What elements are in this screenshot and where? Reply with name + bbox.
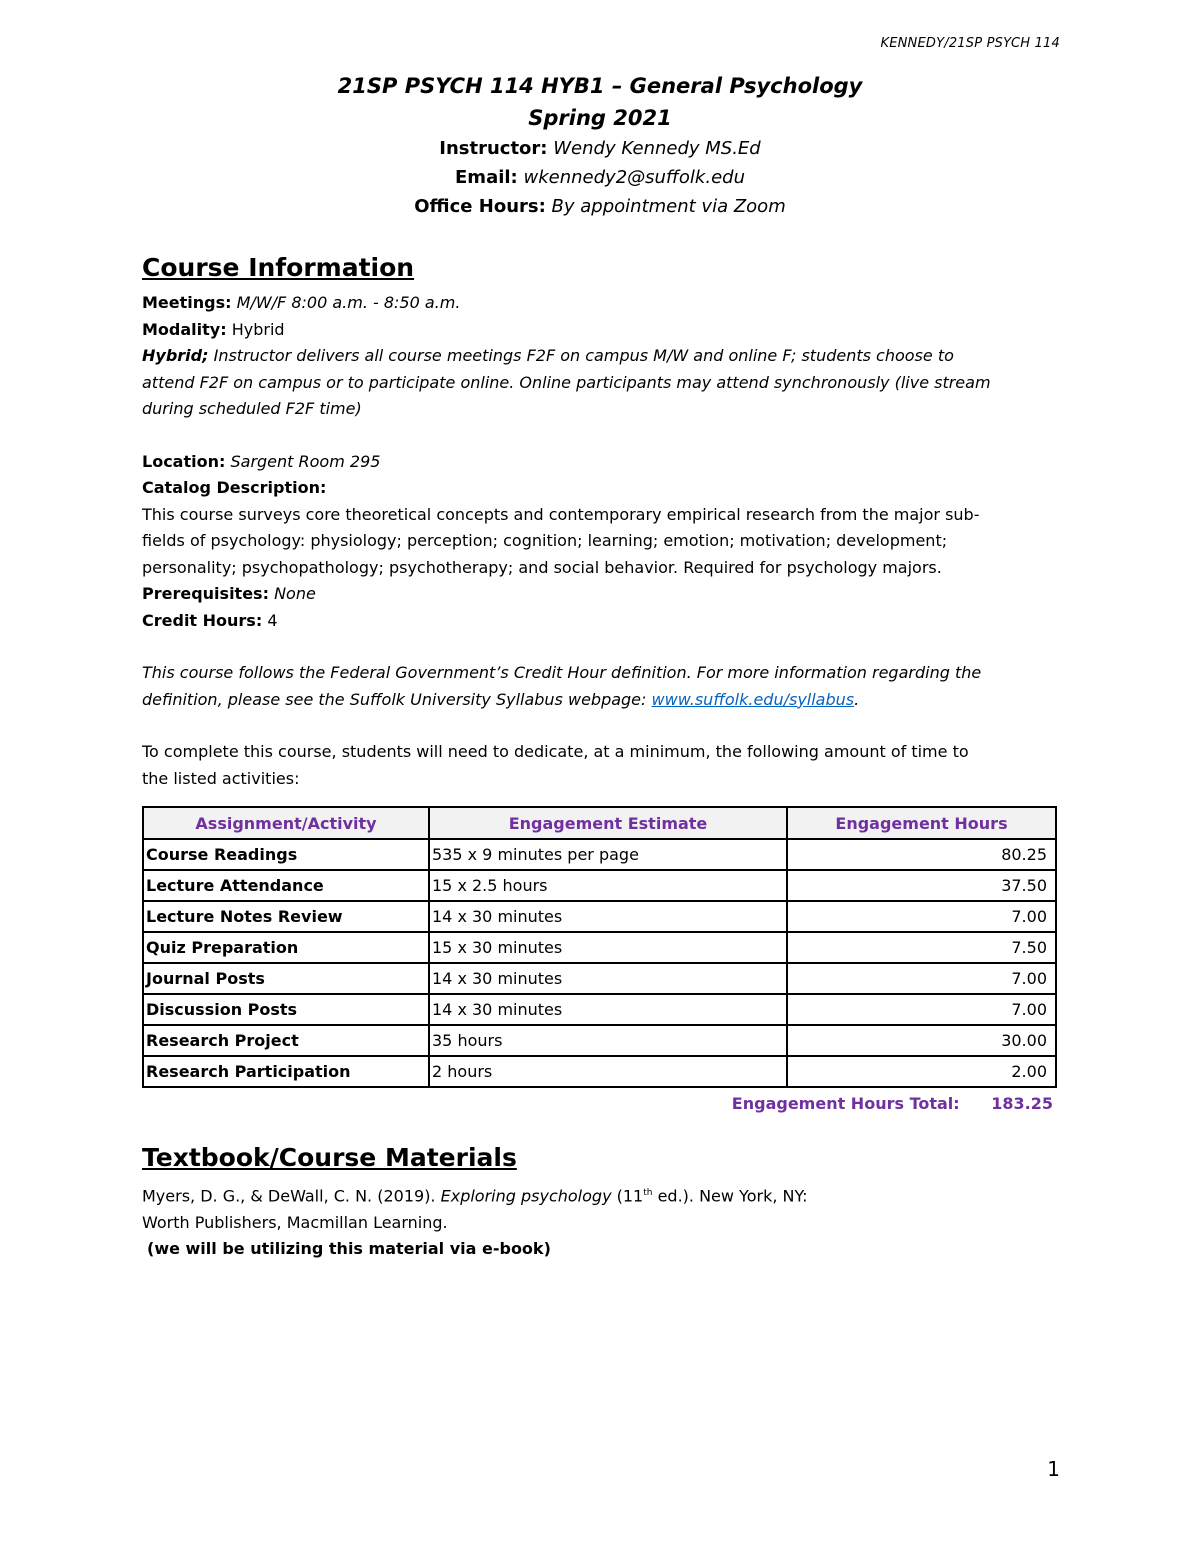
engagement-table [142,806,1057,1088]
hours-cell: 30.00 [787,1025,1056,1056]
citation-line-1 [142,1180,1062,1210]
location-value: Sargent Room 295 [230,451,381,471]
spacer [142,423,1062,449]
table-row [143,1056,1056,1087]
catalog-description-label: Catalog Description: [142,478,327,497]
meetings-label: Meetings: [142,293,232,312]
textbook-heading: Textbook/Course Materials [142,1143,517,1172]
course-information-heading: Course Information [142,253,415,282]
table-header-row [143,807,1056,839]
estimate-cell: 35 hours [429,1025,787,1056]
course-term: Spring 2021 [528,106,672,130]
estimate-cell: 14 x 30 minutes [429,901,787,932]
activity-cell: Discussion Posts [143,994,429,1025]
table-row [143,839,1056,870]
federal-line-2: definition, please see the Suffolk University Syllabus webpage: www.suffolk.edu/syllabus. [142,689,860,709]
complete-line-2: the listed activities: [142,768,300,788]
hybrid-line-2: attend F2F on campus or to participate online. Online participants may attend synchronously (live stream [142,372,991,392]
running-header: KENNEDY/21SP PSYCH 114 [880,36,1060,51]
catalog-line-1: This course surveys core theoretical concepts and contemporary empirical research from the major sub- [142,504,980,524]
activity-cell: Quiz Preparation [143,932,429,963]
email-value: wkennedy2@suffolk.edu [523,167,745,188]
meetings-line [142,290,1062,317]
hours-cell: 7.00 [787,994,1056,1025]
column-header-estimate: Engagement Estimate [429,807,787,839]
complete-line-1: To complete this course, students will need to dedicate, at a minimum, the following amount of time to [142,742,969,761]
prerequisites-line [142,581,1062,608]
modality-value: Hybrid [231,319,285,339]
email-line [0,163,1200,192]
hours-cell: 80.25 [787,839,1056,870]
credit-hours-value: 4 [267,610,278,630]
location-label: Location: [142,451,226,471]
table-row [143,901,1056,932]
estimate-cell: 14 x 30 minutes [429,994,787,1025]
spacer [142,634,1062,660]
ebook-note: (we will be utilizing this material via e-book) [147,1239,551,1259]
activity-cell: Course Readings [143,839,429,870]
activity-cell: Research Project [143,1025,429,1056]
title-block [0,70,1200,221]
citation-edition-sup: th [643,1188,653,1198]
estimate-cell: 14 x 30 minutes [429,963,787,994]
office-hours-line [0,192,1200,221]
estimate-cell: 535 x 9 minutes per page [429,839,787,870]
column-header-activity: Assignment/Activity [143,807,429,839]
table-row [143,963,1056,994]
instructor-value: Wendy Kennedy MS.Ed [553,138,761,159]
course-title: 21SP PSYCH 114 HYB1 – General Psychology [337,74,863,98]
hours-cell: 2.00 [787,1056,1056,1087]
table-row [143,994,1056,1025]
citation-edition-open: (11 [616,1186,644,1206]
activity-cell: Lecture Notes Review [143,901,429,932]
citation-authors: Myers, D. G., & DeWall, C. N. (2019). [142,1186,436,1206]
citation-edition-close: ed.). New York, NY: [657,1186,808,1206]
activity-cell: Research Participation [143,1056,429,1087]
estimate-cell: 2 hours [429,1056,787,1087]
column-header-hours: Engagement Hours [787,807,1056,839]
citation-title: Exploring psychology [440,1186,612,1206]
meetings-value: M/W/F 8:00 a.m. - 8:50 a.m. [236,293,461,312]
total-value: 183.25 [991,1094,1053,1113]
federal-line-2-text: definition, please see the Suffolk University Syllabus webpage: [142,689,647,709]
prerequisites-value: None [274,584,316,603]
table-row [143,870,1056,901]
modality-line [142,317,1062,344]
main-content [142,250,1062,1263]
citation-line-2: Worth Publishers, Macmillan Learning. [142,1212,448,1232]
total-label: Engagement Hours Total: [731,1094,960,1113]
credit-hours-label: Credit Hours: [142,610,263,630]
hybrid-line-1: Instructor delivers all course meetings F2F on campus M/W and online F; students choose to [213,346,954,365]
hours-cell: 7.50 [787,932,1056,963]
prerequisites-label: Prerequisites: [142,584,269,603]
estimate-cell: 15 x 30 minutes [429,932,787,963]
hours-cell: 37.50 [787,870,1056,901]
catalog-line-3: personality; psychopathology; psychotherapy; and social behavior. Required for psychology majors. [142,557,942,577]
hybrid-description [142,343,1062,370]
location-line [142,449,1062,476]
hours-cell: 7.00 [787,901,1056,932]
modality-label: Modality: [142,319,227,339]
credit-hours-line [142,608,1062,635]
page-number: 1 [1047,1457,1060,1481]
hybrid-line-3: during scheduled F2F time) [142,399,362,418]
activity-cell: Journal Posts [143,963,429,994]
table-row [143,932,1056,963]
spacer [142,713,1062,739]
activity-cell: Lecture Attendance [143,870,429,901]
email-label: Email: [455,167,518,188]
table-row [143,1025,1056,1056]
instructor-label: Instructor: [439,138,548,159]
hybrid-label: Hybrid; [142,346,209,365]
catalog-line-2: fields of psychology: physiology; perception; cognition; learning; emotion; motivation; development; [142,531,948,550]
syllabus-link[interactable]: www.suffolk.edu/syllabus [651,689,855,709]
office-hours-value: By appointment via Zoom [551,196,786,217]
hours-cell: 7.00 [787,963,1056,994]
instructor-line [0,134,1200,163]
federal-line-1: This course follows the Federal Government’s Credit Hour definition. For more information regarding the [142,663,982,682]
engagement-total [142,1090,1057,1118]
estimate-cell: 15 x 2.5 hours [429,870,787,901]
office-hours-label: Office Hours: [414,196,546,217]
